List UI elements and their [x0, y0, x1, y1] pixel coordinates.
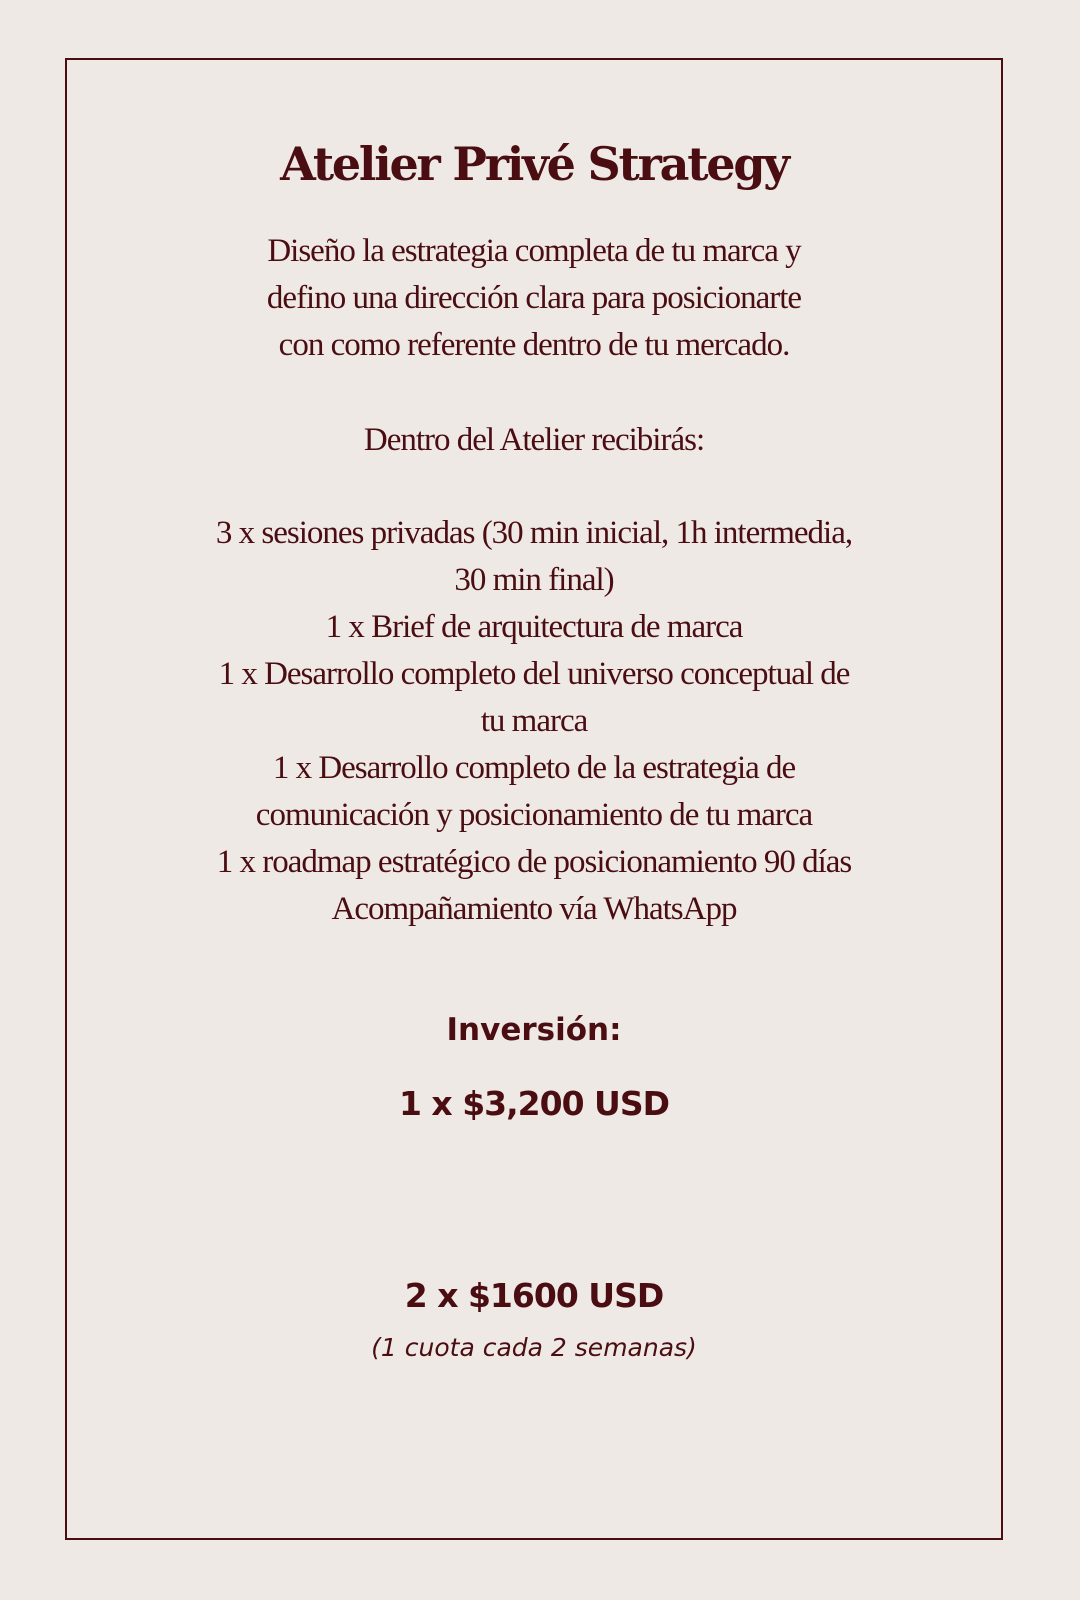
investment-label: Inversión: [446, 1012, 622, 1048]
list-item: 3 x sesiones privadas (30 min inicial, 1h intermedia, [215, 515, 853, 551]
offer-title: Atelier Privé Strategy [280, 137, 788, 191]
price-option-installments: 2 x $1600 USD [404, 1276, 664, 1315]
description-line: Diseño la estrategia completa de tu marca y [267, 233, 801, 269]
installment-note: (1 cuota cada 2 semanas) [371, 1333, 697, 1362]
description-line: con como referente dentro de tu mercado. [278, 327, 790, 363]
price-option-single: 1 x $3,200 USD [398, 1084, 669, 1123]
included-heading: Dentro del Atelier recibirás: [363, 422, 705, 458]
list-item: 30 min final) [454, 562, 614, 598]
included-list [65, 510, 1003, 933]
list-item: comunicación y posicionamiento de tu marca [255, 797, 813, 833]
list-item: tu marca [480, 703, 588, 739]
list-item: 1 x roadmap estratégico de posicionamiento 90 días [216, 844, 852, 880]
list-item: 1 x Desarrollo completo del universo conceptual de [218, 656, 850, 692]
list-item: 1 x Brief de arquitectura de marca [325, 609, 743, 645]
list-item: Acompañamiento vía WhatsApp [331, 891, 737, 927]
description-line: defino una dirección clara para posicionarte [266, 280, 802, 316]
list-item: 1 x Desarrollo completo de la estrategia de [272, 750, 796, 786]
offer-description [65, 228, 1003, 369]
